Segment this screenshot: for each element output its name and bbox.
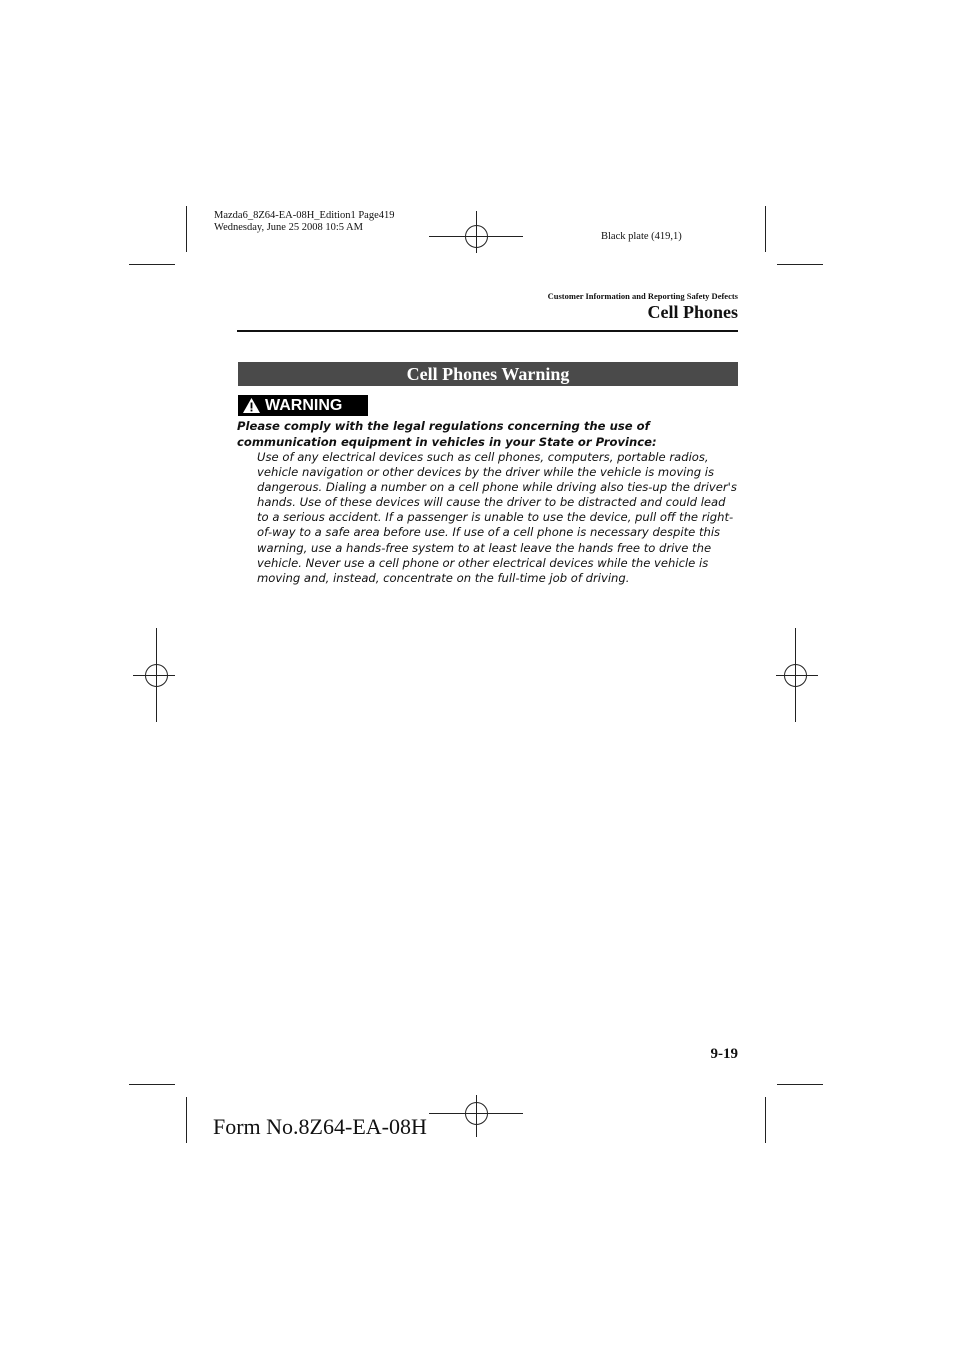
warning-label: WARNING (265, 397, 343, 414)
chapter-title: Customer Information and Reporting Safety Defects (547, 291, 738, 301)
header-rule (237, 330, 738, 332)
page-number: 9-19 (710, 1046, 738, 1062)
section-title: Cell Phones (647, 302, 738, 322)
warning-body: Use of any electrical devices such as cell phones, computers, portable radios, vehicle navigation or other devices by the driver while the vehicle is moving is dangerous. Dialing a number on a cell phone while driving also ties-up the driver's hands. Use of these devices will cause the driver to be distracted and could lead to a serious accident. If a passenger is unable to use the device, pull off the right-of-way to a safe area before use. If use of a cell phone is necessary despite this warning, use a hands-free system to at least leave the hands free to drive the vehicle. Never use a cell phone or other electrical devices while the vehicle is moving and, instead, concentrate on the full-time job of driving. (257, 450, 737, 585)
warning-badge (238, 395, 368, 416)
topic-heading: Cell Phones Warning (238, 362, 738, 386)
print-slug-date: Wednesday, June 25 2008 10:5 AM (214, 222, 363, 233)
form-number: Form No.8Z64-EA-08H (213, 1114, 427, 1139)
warning-lead: Please comply with the legal regulations concerning the use of communication equipment in vehicles in your State or Province: (237, 419, 657, 449)
warning-triangle-icon (242, 397, 261, 414)
plate-label: Black plate (419,1) (601, 231, 682, 242)
print-slug (214, 210, 395, 234)
print-slug-file: Mazda6_8Z64-EA-08H_Edition1 Page419 (214, 210, 395, 221)
